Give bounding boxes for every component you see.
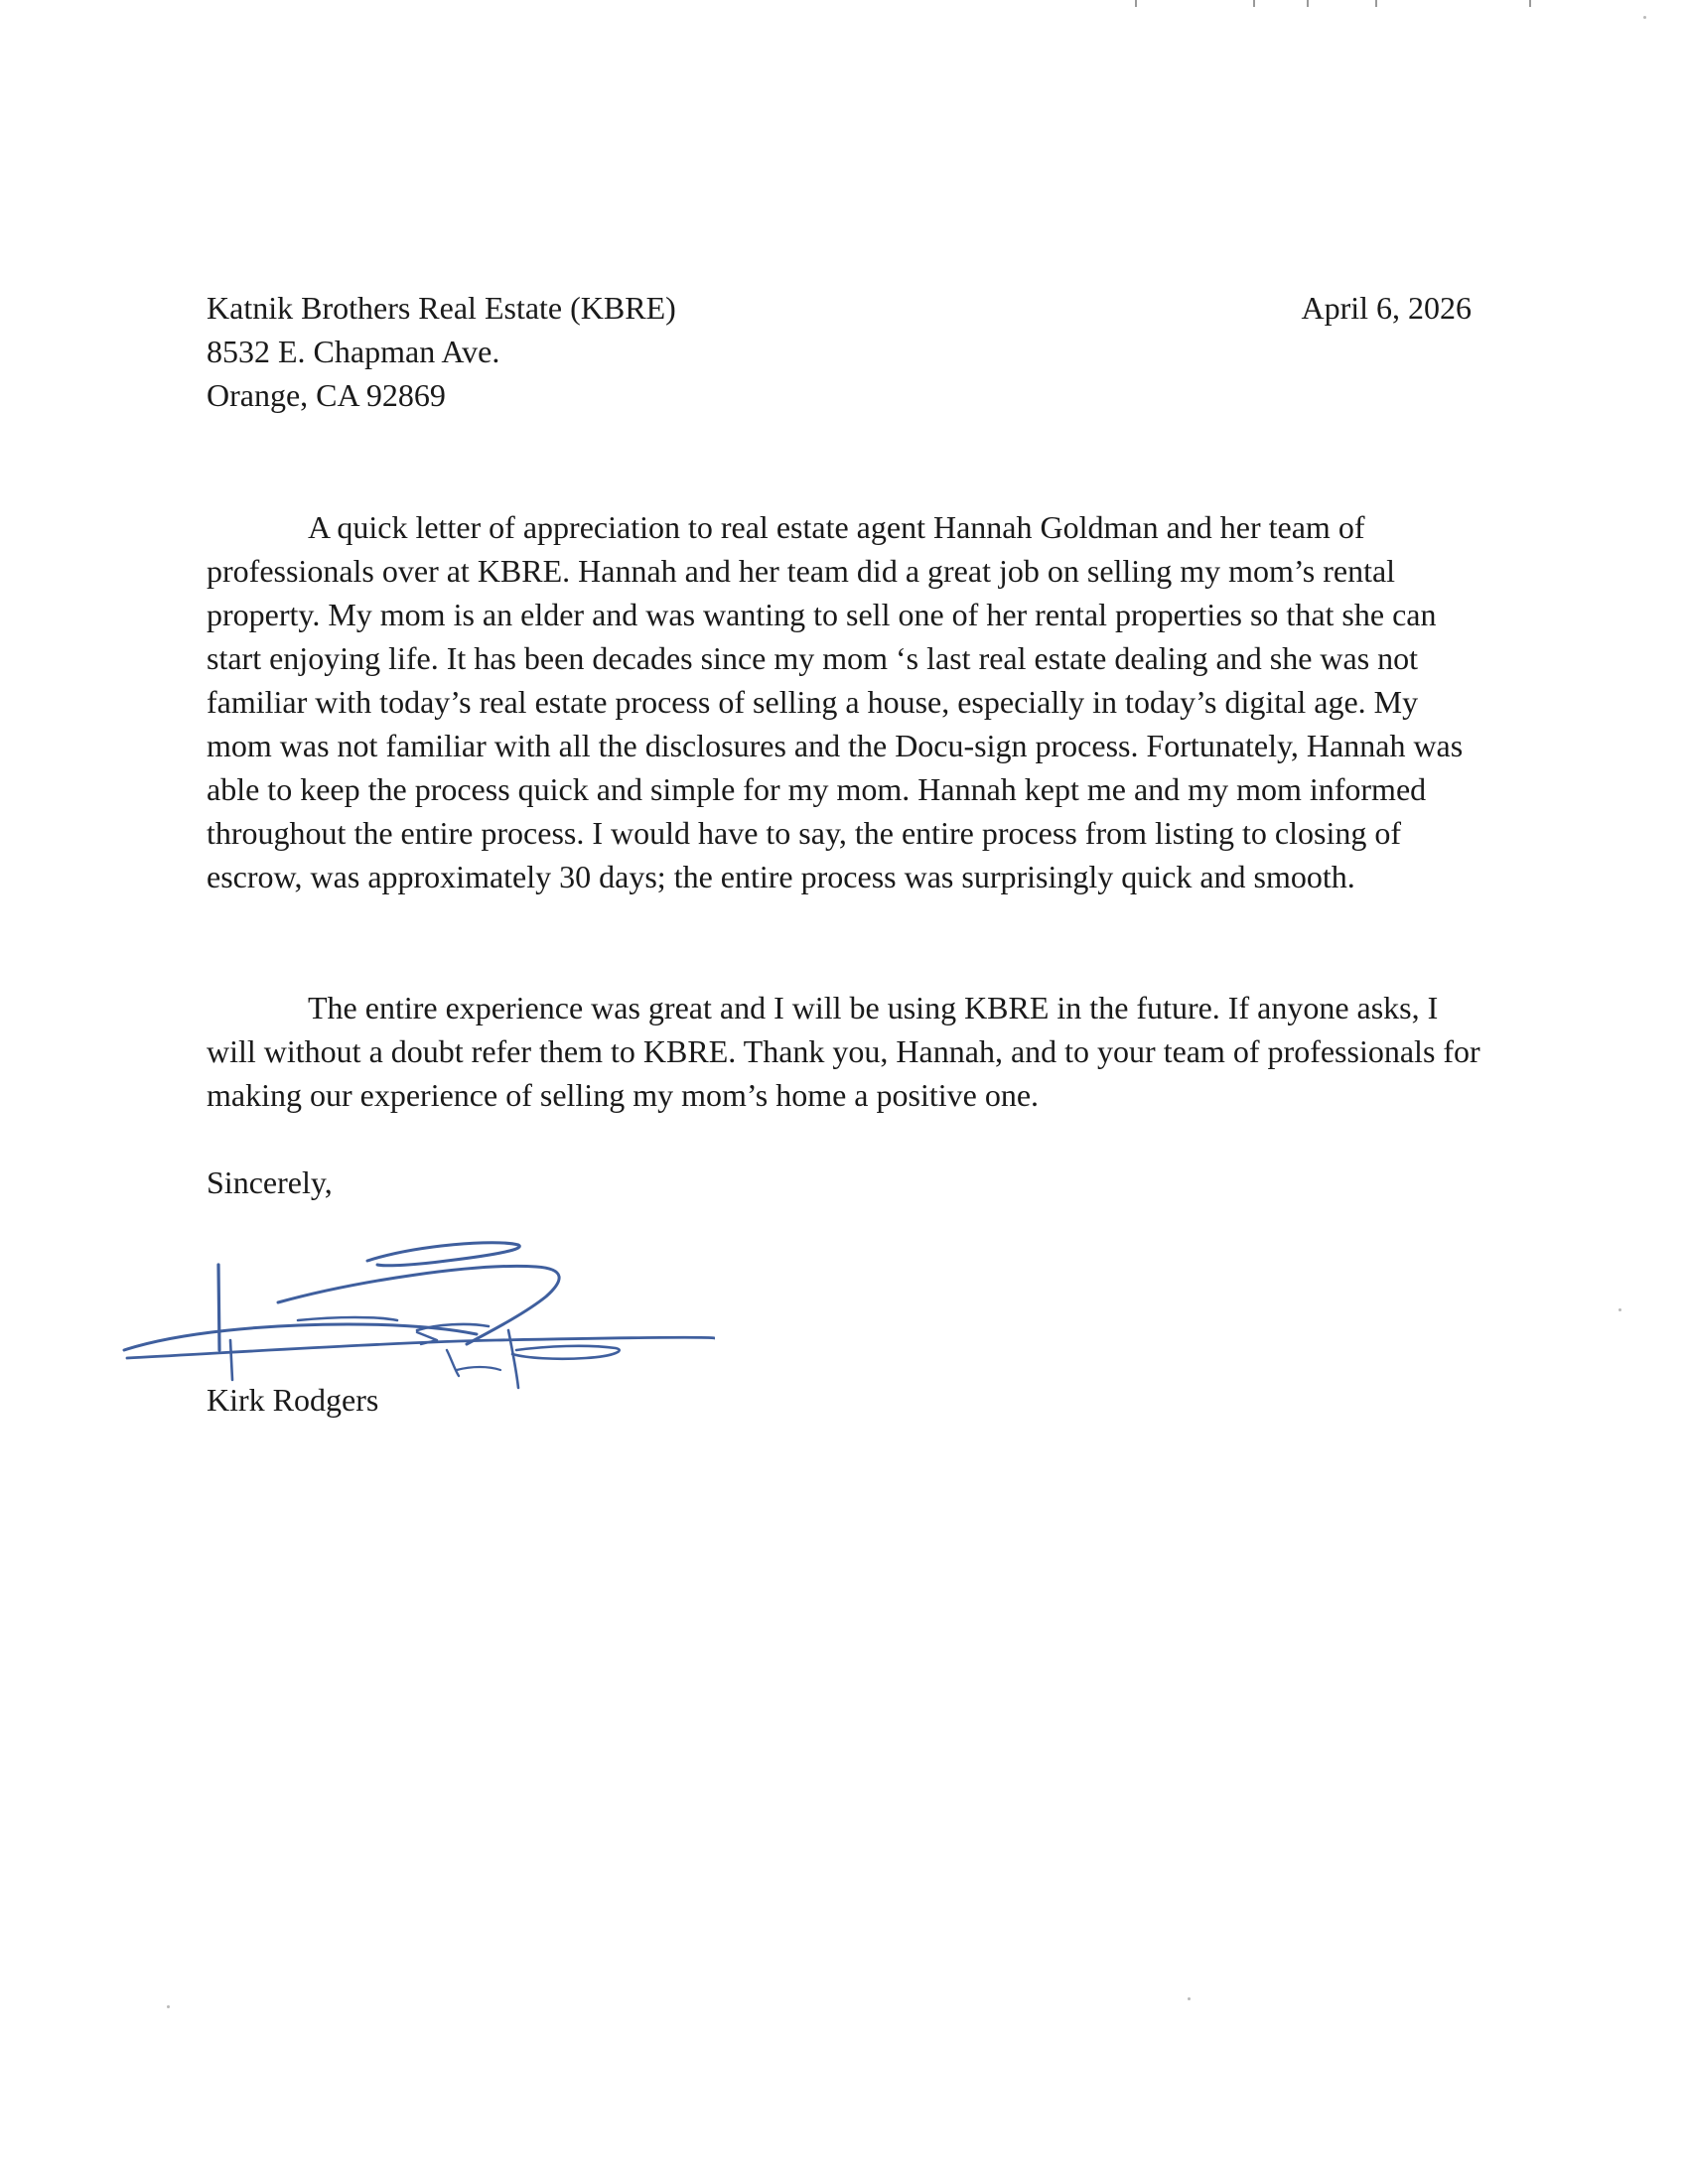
closing: Sincerely, bbox=[207, 1164, 333, 1200]
scan-speck bbox=[1618, 1308, 1621, 1311]
recipient-address bbox=[207, 286, 1100, 417]
recipient-city-state-zip: Orange, CA 92869 bbox=[207, 377, 446, 413]
body-paragraph-2: The entire experience was great and I will be using KBRE in the future. If anyone asks, I will without a doubt refer them to KBRE. Thank you, Hannah, and to your team of professionals for making our experience of selling my mom’s home a positive one. bbox=[207, 990, 1480, 1113]
scan-speck bbox=[1643, 16, 1646, 19]
scan-artifact bbox=[1253, 0, 1255, 7]
body-paragraph-1: A quick letter of appreciation to real estate agent Hannah Goldman and her team of professionals over at KBRE. Hannah and her team did a great job on selling my mom’s rental property. My mom is an elder and was wanting to sell one of her rental properties so that she can start enjoying life. It has been decades since my mom ‘s last real estate dealing and she was not familiar with today’s real estate process of selling a house, especially in today’s digital age. My mom was not familiar with all the disclosures and the Docu-sign process. Fortunately, Hannah was able to keep the process quick and simple for my mom. Hannah kept me and my mom informed throughout the entire process. I would have to say, the entire process from listing to closing of escrow, was approximately 30 days; the entire process was surprisingly quick and smooth. bbox=[207, 509, 1464, 894]
scan-artifact bbox=[1375, 0, 1377, 7]
scan-artifact bbox=[1529, 0, 1531, 7]
scan-artifact bbox=[1135, 0, 1137, 7]
scan-speck bbox=[167, 2005, 170, 2008]
scan-speck bbox=[1188, 1997, 1191, 2000]
signer-name: Kirk Rodgers bbox=[207, 1382, 379, 1418]
recipient-name: Katnik Brothers Real Estate (KBRE) bbox=[207, 290, 676, 326]
handwritten-signature bbox=[119, 1221, 715, 1400]
scan-artifact bbox=[1307, 0, 1309, 7]
letter-date: April 6, 2026 bbox=[1301, 290, 1472, 326]
recipient-street: 8532 E. Chapman Ave. bbox=[207, 334, 500, 369]
